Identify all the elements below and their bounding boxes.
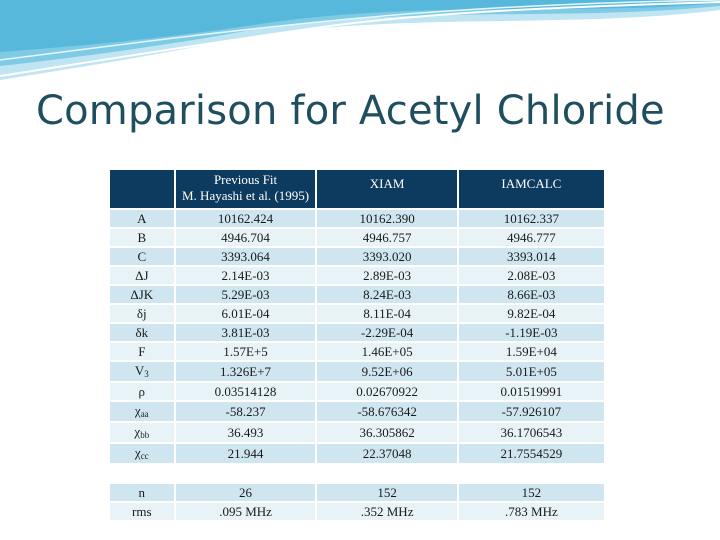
- table-row: [110, 444, 604, 463]
- xiam-value: 8.24E-03: [317, 286, 456, 303]
- previous-fit-value: 1.57E+5: [176, 343, 316, 360]
- parameter-label-cell: [110, 383, 174, 400]
- parameter-label: χ: [134, 445, 141, 460]
- parameter-label: n: [138, 485, 146, 500]
- parameter-label-cell: [110, 305, 174, 322]
- previous-fit-value: 36.493: [176, 423, 316, 442]
- table-row: [110, 503, 604, 520]
- previous-fit-value: 3.81E-03: [176, 324, 316, 341]
- parameter-label: B: [137, 230, 147, 245]
- iamcalc-value: 10162.337: [459, 210, 604, 227]
- parameter-label-cell: [110, 503, 174, 520]
- previous-fit-value: 21.944: [176, 444, 316, 463]
- previous-fit-value: 4946.704: [176, 229, 316, 246]
- parameter-label: V: [134, 363, 145, 378]
- iamcalc-value: 2.08E-03: [459, 267, 604, 284]
- iamcalc-value: 9.82E-04: [459, 305, 604, 322]
- iamcalc-value: 8.66E-03: [459, 286, 604, 303]
- parameter-label: ρ: [138, 384, 146, 399]
- parameter-label: δk: [135, 325, 149, 340]
- xiam-value: 3393.020: [317, 248, 456, 265]
- parameter-label-cell: [110, 362, 174, 381]
- table-row: [110, 305, 604, 322]
- xiam-value: 9.52E+06: [317, 362, 456, 381]
- parameter-label: F: [138, 344, 146, 359]
- parameter-label: rms: [132, 504, 152, 519]
- header-previous-fit-title: Previous Fit: [213, 172, 278, 187]
- parameter-label-cell: [110, 324, 174, 341]
- parameter-label: δj: [136, 306, 147, 321]
- previous-fit-value: 3393.064: [176, 248, 316, 265]
- xiam-value: 36.305862: [317, 423, 456, 442]
- slide-title: Comparison for Acetyl Chloride: [36, 88, 665, 134]
- parameter-label: χ: [134, 424, 141, 439]
- table-row: [110, 248, 604, 265]
- xiam-value: 8.11E-04: [317, 305, 456, 322]
- table-row: [110, 484, 604, 501]
- previous-fit-value: 26: [176, 484, 316, 501]
- previous-fit-value: .095 MHz: [176, 503, 316, 520]
- parameter-subscript: bb: [140, 430, 150, 440]
- table-footer: [110, 484, 604, 520]
- parameter-subscript: 3: [144, 369, 149, 379]
- iamcalc-value: -1.19E-03: [459, 324, 604, 341]
- iamcalc-value: 0.01519991: [459, 383, 604, 400]
- parameter-label-cell: [110, 267, 174, 284]
- parameter-label-cell: [110, 402, 174, 421]
- parameter-subscript: aa: [140, 409, 149, 419]
- xiam-value: -58.676342: [317, 402, 456, 421]
- xiam-value: 1.46E+05: [317, 343, 456, 360]
- previous-fit-value: 1.326E+7: [176, 362, 316, 381]
- iamcalc-value: 4946.777: [459, 229, 604, 246]
- parameter-label-cell: [110, 484, 174, 501]
- header-label-column: [110, 170, 174, 208]
- xiam-value: 152: [317, 484, 456, 501]
- xiam-value: 0.02670922: [317, 383, 456, 400]
- table-row: [110, 267, 604, 284]
- parameter-label-cell: [110, 229, 174, 246]
- parameter-label-cell: [110, 248, 174, 265]
- parameter-label-cell: [110, 286, 174, 303]
- parameter-label-cell: [110, 423, 174, 442]
- xiam-value: .352 MHz: [317, 503, 456, 520]
- header-previous-fit-citation: M. Hayashi et al. (1995): [182, 188, 310, 203]
- previous-fit-value: 0.03514128: [176, 383, 316, 400]
- table-body: [110, 210, 604, 463]
- iamcalc-value: 152: [459, 484, 604, 501]
- parameter-label-cell: [110, 444, 174, 463]
- iamcalc-value: 3393.014: [459, 248, 604, 265]
- iamcalc-value: 1.59E+04: [459, 343, 604, 360]
- parameter-label: A: [137, 211, 147, 226]
- previous-fit-value: 5.29E-03: [176, 286, 316, 303]
- header-xiam: XIAM: [317, 170, 456, 208]
- comparison-table: [108, 168, 606, 522]
- xiam-value: 2.89E-03: [317, 267, 456, 284]
- iamcalc-value: 21.7554529: [459, 444, 604, 463]
- table-row: [110, 286, 604, 303]
- parameter-label: ΔJK: [130, 287, 154, 302]
- table-row: [110, 210, 604, 227]
- table-row: [110, 383, 604, 400]
- previous-fit-value: 6.01E-04: [176, 305, 316, 322]
- table-row: [110, 423, 604, 442]
- parameter-label-cell: [110, 343, 174, 360]
- parameter-label: C: [137, 249, 147, 264]
- iamcalc-value: .783 MHz: [459, 503, 604, 520]
- table-header-row: [110, 170, 604, 208]
- xiam-value: 22.37048: [317, 444, 456, 463]
- table-row: [110, 324, 604, 341]
- iamcalc-value: -57.926107: [459, 402, 604, 421]
- iamcalc-value: 5.01E+05: [459, 362, 604, 381]
- parameter-label-cell: [110, 210, 174, 227]
- table-row: [110, 362, 604, 381]
- previous-fit-value: 10162.424: [176, 210, 316, 227]
- iamcalc-value: 36.1706543: [459, 423, 604, 442]
- table-row: [110, 229, 604, 246]
- previous-fit-value: 2.14E-03: [176, 267, 316, 284]
- parameter-label: ΔJ: [135, 268, 149, 283]
- parameter-subscript: cc: [140, 451, 149, 461]
- header-previous-fit: [176, 170, 316, 208]
- previous-fit-value: -58.237: [176, 402, 316, 421]
- xiam-value: -2.29E-04: [317, 324, 456, 341]
- parameter-label: χ: [134, 403, 141, 418]
- header-iamcalc: IAMCALC: [459, 170, 604, 208]
- table-row: [110, 343, 604, 360]
- xiam-value: 10162.390: [317, 210, 456, 227]
- table-spacer-row: [110, 465, 604, 482]
- decorative-wave-banner: [0, 0, 720, 90]
- table-row: [110, 402, 604, 421]
- xiam-value: 4946.757: [317, 229, 456, 246]
